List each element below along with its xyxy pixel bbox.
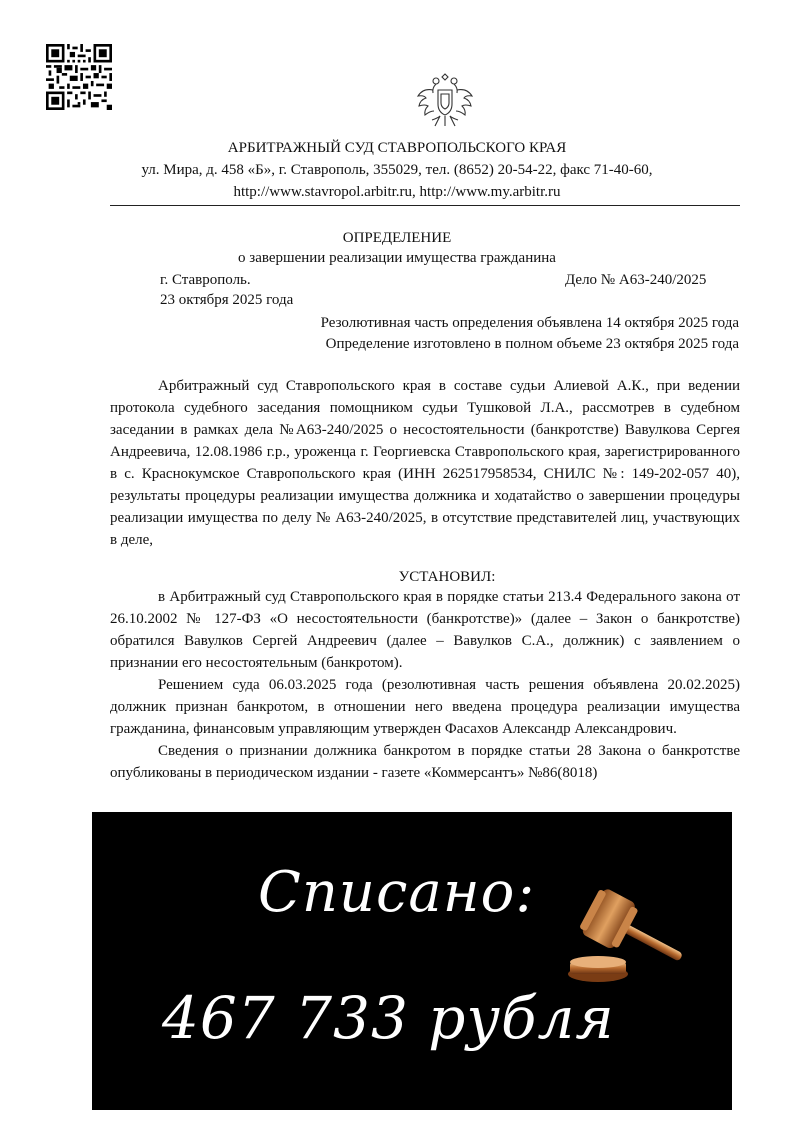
city: г. Ставрополь. <box>160 272 251 288</box>
qr-code-icon <box>46 44 112 110</box>
court-websites: http://www.stavropol.arbitr.ru, http://www.my.arbitr.ru <box>233 184 561 200</box>
gavel-icon <box>562 878 692 988</box>
coat-of-arms-icon <box>414 70 476 130</box>
intro-text: Арбитражный суд Ставропольского края в составе судьи Алиевой А.К., при ведении протокола судебного заседания помощником судьи Тушковой Л.А., рассмотрев в судебном заседании в рамках дела №А63-240/2025 о несостоятельности (банкротстве) Вавулкова Сергея Андреевича, 12.08.1986 г.р., уроженца г. Георгиевска Ставропольского края, зарегистрированного в с. Краснокумское Ставропольского края (ИНН 262517958534, СНИЛС №: 149-202-057 40), результаты процедуры реализации имущества должника и ходатайство о завершении процедуры реализации имущества по делу № А63-240/2025, в отсутствие представителей лиц, участвующих в деле, <box>110 378 740 548</box>
established-body <box>110 586 740 784</box>
case-number: Дело № А63-240/2025 <box>565 272 707 288</box>
resolution-note: Резолютивная часть определения объявлена 14 октября 2025 года <box>320 315 739 331</box>
document-date: 23 октября 2025 года <box>160 292 294 308</box>
banner-amount: 467 733 рубля <box>162 984 615 1052</box>
document-title: ОПРЕДЕЛЕНИЕ <box>342 230 452 246</box>
document-subtitle: о завершении реализации имущества гражданина <box>238 250 556 266</box>
paragraph: Сведения о признании должника банкротом в порядке статьи 28 Закона о банкротстве опубликованы в периодическом издании - газете «Коммерсантъ» №86(8018) <box>110 743 740 781</box>
court-address: ул. Мира, д. 458 «Б», г. Ставрополь, 355029, тел. (8652) 20-54-22, факс 71-40-60, <box>141 162 653 178</box>
established-heading: УСТАНОВИЛ: <box>398 569 496 585</box>
header-divider <box>110 205 740 206</box>
written-off-banner <box>92 812 732 1110</box>
court-name: АРБИТРАЖНЫЙ СУД СТАВРОПОЛЬСКОГО КРАЯ <box>227 140 567 156</box>
intro-paragraph <box>110 375 740 551</box>
paragraph: Решением суда 06.03.2025 года (резолютивная часть решения объявлена 20.02.2025) должник признан банкротом, в отношении него введена процедура реализации имущества гражданина, финансовым управляющим утвержден Фасахов Александр Александрович. <box>110 677 740 737</box>
banner-title: Списано: <box>258 860 536 925</box>
paragraph: в Арбитражный суд Ставропольского края в порядке статьи 213.4 Федерального закона от 26.10.2002 № 127-ФЗ «О несостоятельности (банкротстве)» (далее – Закон о банкротстве) обратился Вавулков Сергей Андреевич (далее – Вавулков С.А., должник) с заявлением о признании его несостоятельным (банкротом). <box>110 589 740 671</box>
full-text-note: Определение изготовлено в полном объеме 23 октября 2025 года <box>325 336 739 352</box>
